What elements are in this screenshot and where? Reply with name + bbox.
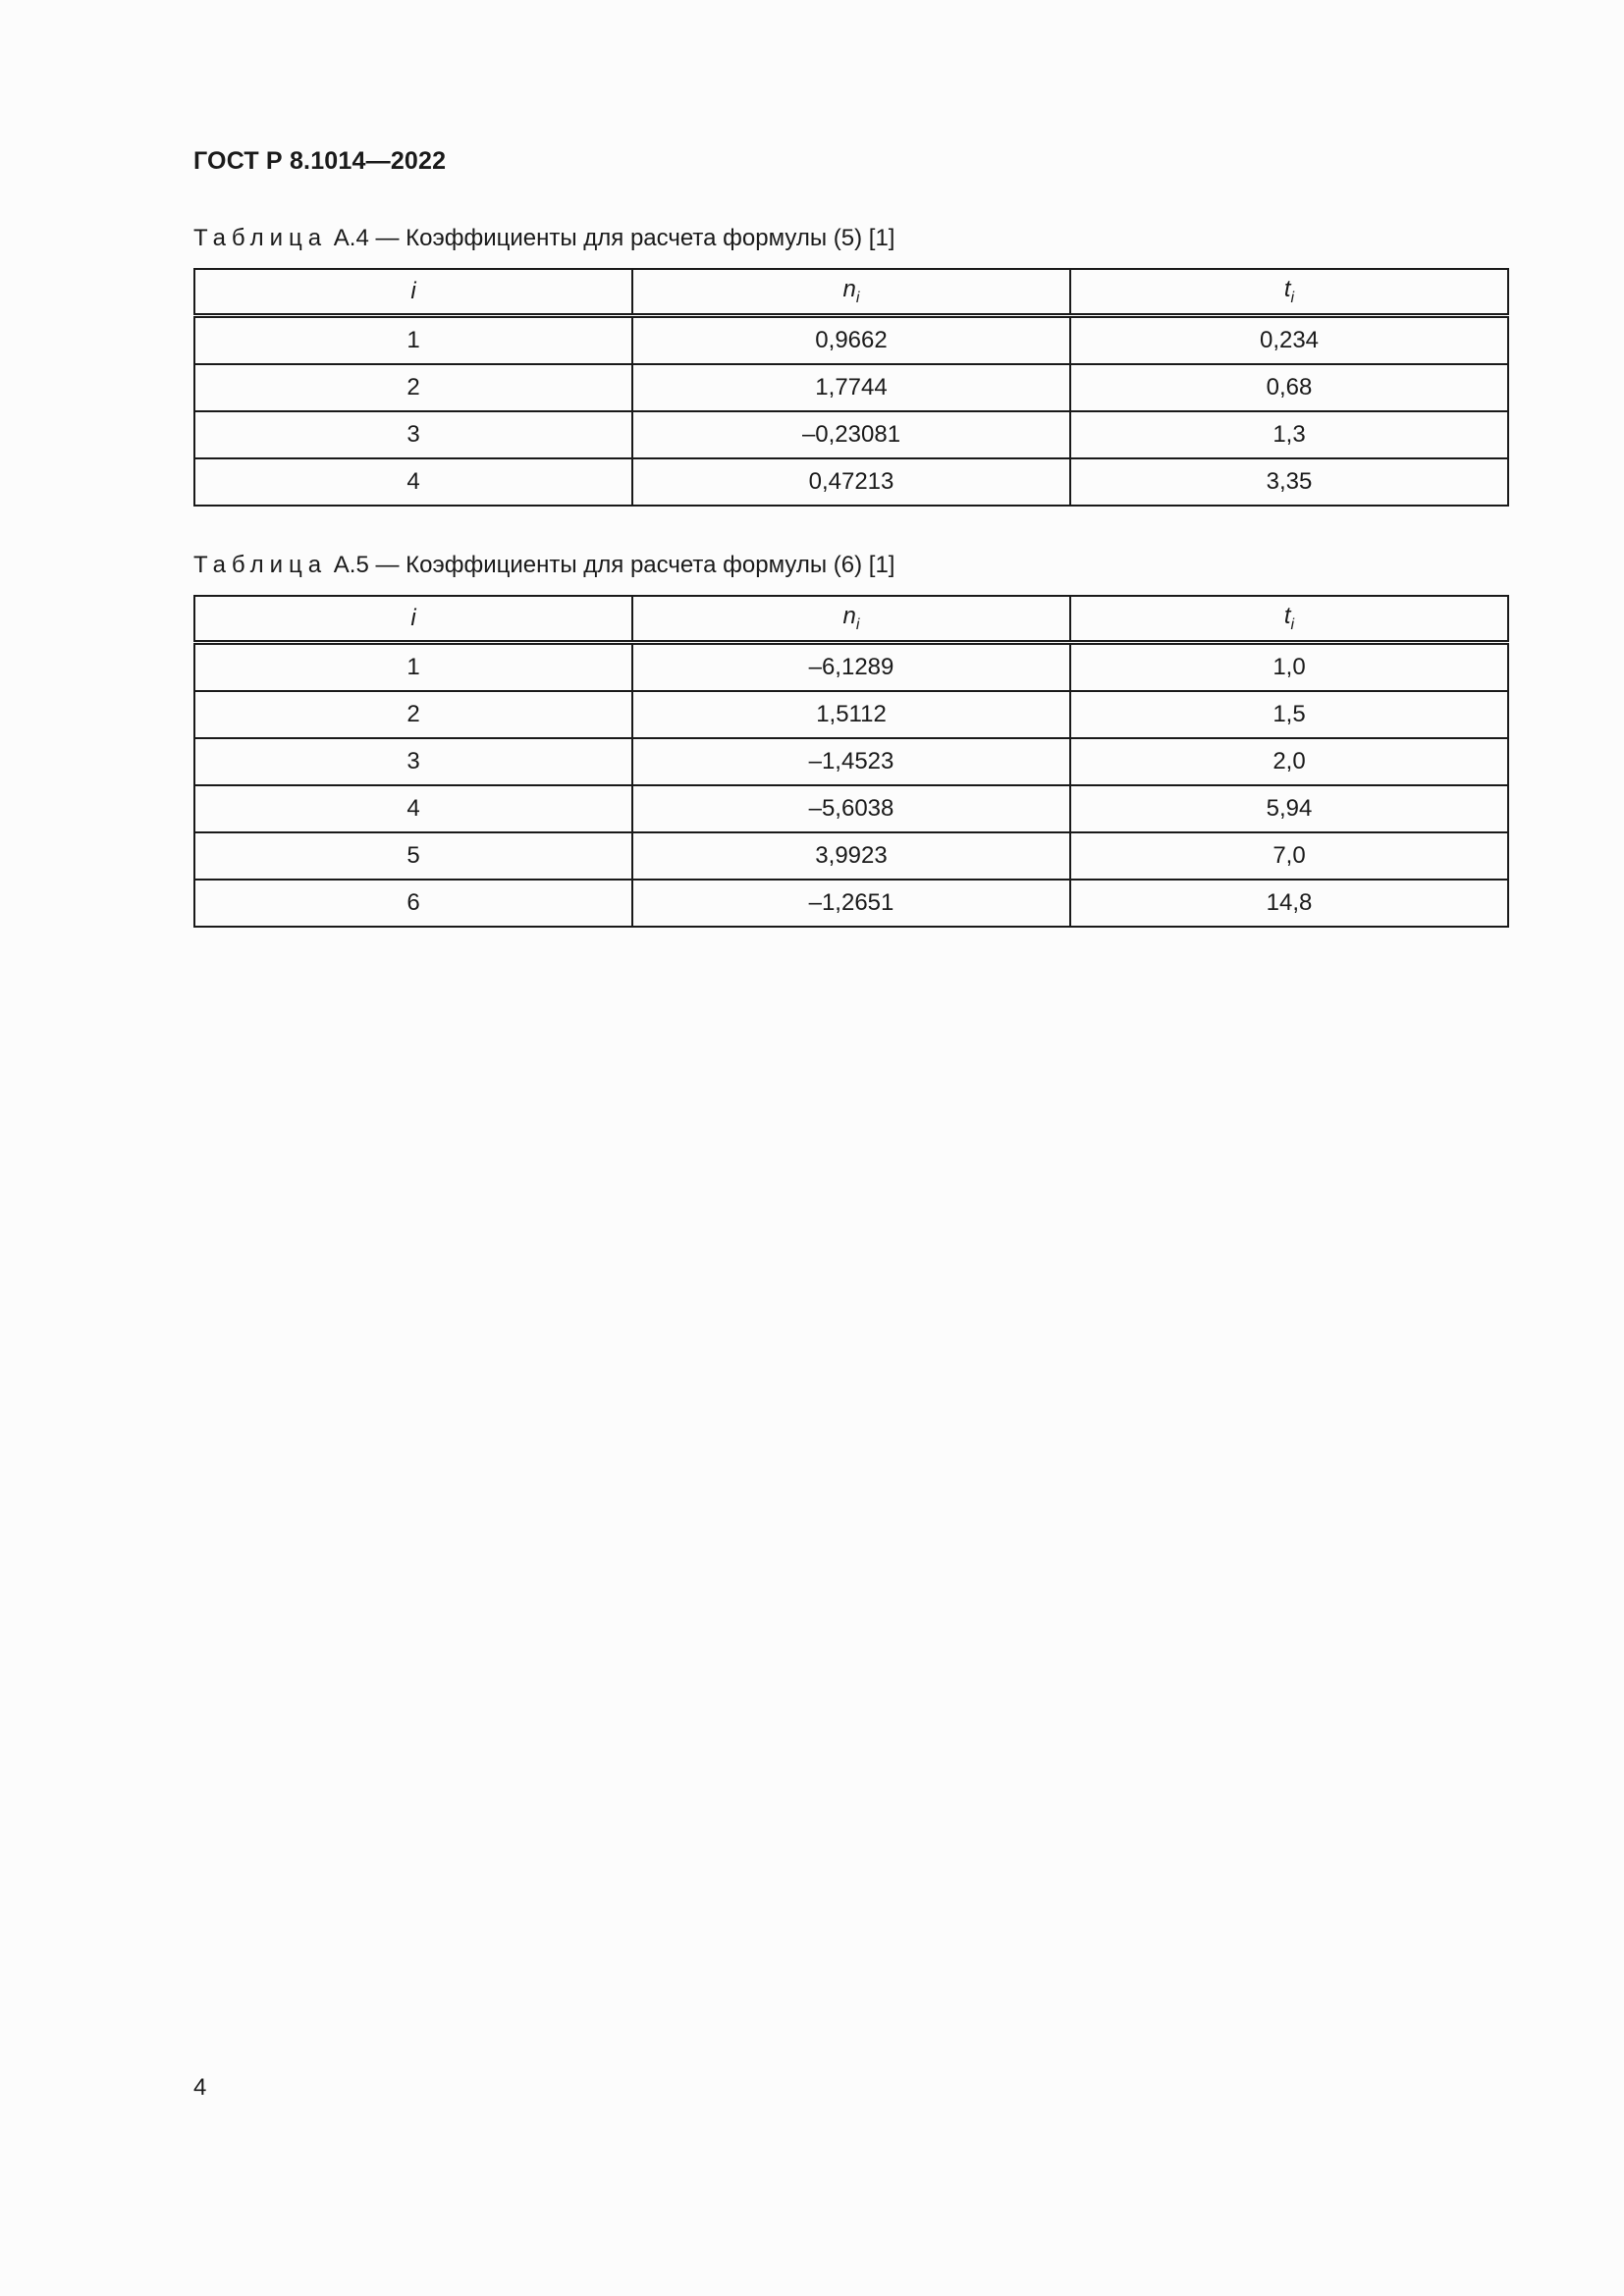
table-row [194,785,1508,832]
table-row [194,691,1508,738]
cell-t: 5,94 [1070,785,1508,832]
cell-i: 1 [194,316,632,365]
table-row [194,643,1508,692]
cell-i: 5 [194,832,632,880]
cell-i: 2 [194,691,632,738]
table-a5 [193,595,1509,928]
table-a4-caption [193,225,894,252]
cell-i: 3 [194,411,632,458]
table-row [194,832,1508,880]
table-a4-header-n: $n_i$ [632,269,1070,316]
table-a4-header-row [194,269,1508,316]
table-a5-caption-word: Таблица [193,552,328,578]
cell-i: 2 [194,364,632,411]
table-a5-caption [193,552,894,579]
table-row [194,738,1508,785]
cell-n: 0,9662 [632,316,1070,365]
cell-i: 3 [194,738,632,785]
table-a5-header-n: $n_i$ [632,596,1070,643]
cell-t: 1,5 [1070,691,1508,738]
table-a5-header-row [194,596,1508,643]
table-a5-caption-text: А.5 — Коэффициенты для расчета формулы (6) [1] [333,552,895,578]
table-a4 [193,268,1509,507]
cell-i: 4 [194,785,632,832]
cell-t: 7,0 [1070,832,1508,880]
cell-n: –1,2651 [632,880,1070,927]
cell-t: 3,35 [1070,458,1508,506]
cell-t: 1,0 [1070,643,1508,692]
table-a4-caption-word: Таблица [193,225,328,251]
table-row [194,316,1508,365]
table-row [194,411,1508,458]
page-number: 4 [193,2074,207,2101]
cell-n: 1,5112 [632,691,1070,738]
table-a4-header-t: $t_i$ [1070,269,1508,316]
table-a5-header-t: $t_i$ [1070,596,1508,643]
table-a4-caption-text: А.4 — Коэффициенты для расчета формулы (5) [1] [333,225,895,251]
cell-n: –6,1289 [632,643,1070,692]
cell-t: 2,0 [1070,738,1508,785]
cell-n: –0,23081 [632,411,1070,458]
cell-n: 1,7744 [632,364,1070,411]
cell-i: 4 [194,458,632,506]
table-row [194,458,1508,506]
cell-n: –1,4523 [632,738,1070,785]
cell-n: 3,9923 [632,832,1070,880]
cell-i: 1 [194,643,632,692]
cell-t: 14,8 [1070,880,1508,927]
document-standard-title: ГОСТ Р 8.1014—2022 [193,147,447,175]
table-a5-header-i: i [194,596,632,643]
cell-t: 0,234 [1070,316,1508,365]
cell-n: –5,6038 [632,785,1070,832]
cell-n: 0,47213 [632,458,1070,506]
cell-t: 0,68 [1070,364,1508,411]
table-row [194,364,1508,411]
cell-t: 1,3 [1070,411,1508,458]
table-row [194,880,1508,927]
table-a4-header-i: i [194,269,632,316]
cell-i: 6 [194,880,632,927]
